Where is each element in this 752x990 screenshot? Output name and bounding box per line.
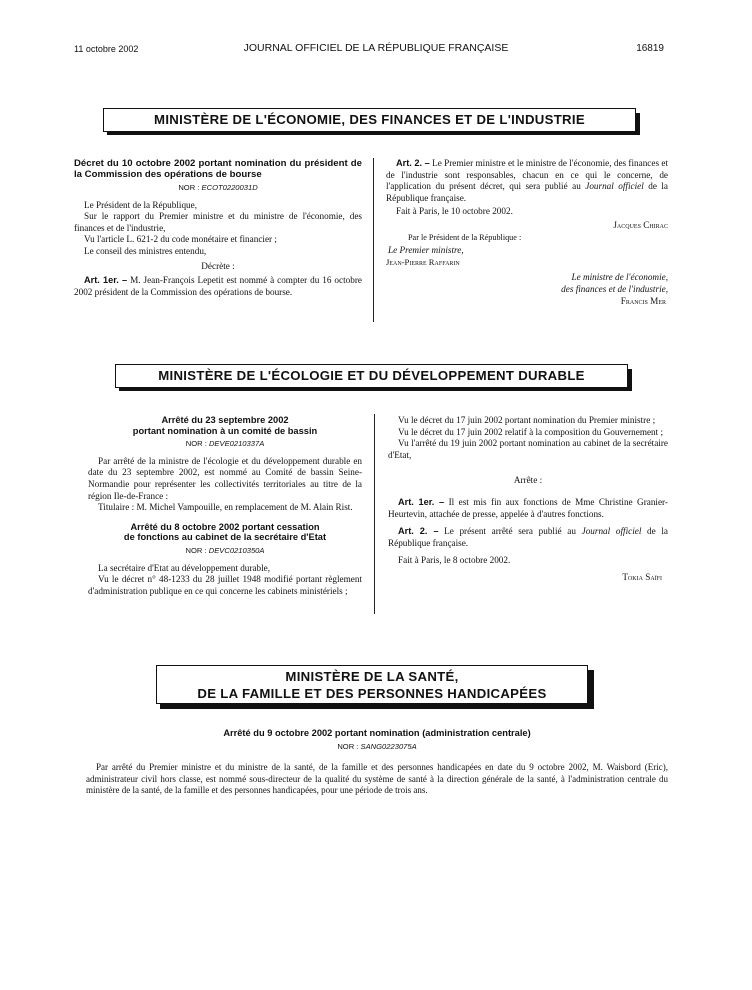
signature-ministre: Francis Mer [620, 295, 666, 306]
ministry-economie-box [103, 108, 636, 132]
decret-article-1: Art. 1er. – M. Jean-François Lepetit est nommé à compter du 16 octobre 2002 président de la Commission des opérations de bourse. [74, 275, 362, 297]
decret-para: Le conseil des ministres entendu, [84, 245, 207, 256]
ministry-economie-title: MINISTÈRE DE L'ÉCONOMIE, DES FINANCES ET DE L'INDUSTRIE [154, 112, 585, 127]
column-divider [374, 414, 375, 614]
arrete2-para: Vu le décret n° 48-1233 du 28 juillet 1948 modifié portant règlement d'administration publique en ce qui concerne les cabinets ministériels ; [88, 574, 362, 596]
arrete2-fait: Fait à Paris, le 8 octobre 2002. [398, 555, 511, 566]
ecologie-right-column [388, 415, 668, 584]
sante-arrete-para: Par arrêté du Premier ministre et du ministre de la santé, de la famille et des personnes handicapées en date du 9 octobre 2002, M. Waisbord (Eric), administrateur civil hors classe, est nommé sous-directeur de la qualité du système de santé à la direction générale de la santé, à l'administration centrale du ministère de la santé, de la famille et des personnes handicapées, pour une période de trois ans. [86, 762, 668, 795]
signature-premier-ministre: Jean-Pierre Raffarin [386, 256, 460, 267]
arrete2-article-2: Art. 2. – Le présent arrêté sera publié au Journal officiel de la République française. [388, 526, 669, 548]
signature-president: Jacques Chirac [613, 219, 668, 230]
ecologie-left-column [88, 415, 362, 597]
ministry-sante-title-line1: MINISTÈRE DE LA SANTÉ, [285, 669, 459, 684]
arrete-label: Arrête : [513, 475, 543, 486]
minister-title-line2: des finances et de l'industrie, [561, 283, 668, 294]
arrete2-para: La secrétaire d'Etat au développement durable, [98, 562, 271, 573]
decret-right-column [386, 158, 668, 307]
ministry-sante-title-line2: DE LA FAMILLE ET DES PERSONNES HANDICAPÉES [197, 686, 547, 701]
decret-para: Le Président de la République, [84, 199, 198, 210]
header-title: JOURNAL OFFICIEL DE LA RÉPUBLIQUE FRANÇAISE [243, 42, 509, 54]
decret-left-column [74, 158, 362, 298]
sante-arrete-nor: NOR : SANG0223075A [337, 741, 417, 751]
minister-title-line1: Le ministre de l'économie, [571, 272, 668, 283]
pm-title: Le Premier ministre, [388, 245, 464, 256]
arrete2-para: Vu l'arrêté du 19 juin 2002 portant nomination au cabinet de la secrétaire d'Etat, [388, 438, 668, 460]
ministry-sante-box [156, 665, 588, 704]
arrete2-nor: NOR : DEVC0210350A [185, 545, 265, 555]
arrete2-para: Vu le décret du 17 juin 2002 relatif à la composition du Gouvernement ; [398, 426, 664, 437]
signature-secretaire-etat: Tokia Saïfi [622, 571, 662, 582]
sante-arrete-title: Arrêté du 9 octobre 2002 portant nomination (administration centrale) [223, 728, 531, 738]
decrete-label: Décrète : [201, 260, 235, 271]
decret-nor: NOR : ECOT0220031D [178, 183, 258, 192]
arrete1-title-line2: portant nomination à un comité de bassin [132, 425, 318, 436]
decret-para: Sur le rapport du Premier ministre et du ministre de l'économie, des finances et de l'industrie, [74, 211, 362, 233]
header-date: 11 octobre 2002 [74, 44, 139, 54]
ministry-ecologie-box [115, 364, 628, 388]
arrete2-para: Vu le décret du 17 juin 2002 portant nomination du Premier ministre ; [398, 415, 656, 425]
header-page-number: 16819 [636, 43, 664, 54]
arrete2-article-1: Art. 1er. – Il est mis fin aux fonctions de Mme Christine Granier-Heurtevin, attachée de presse, appelée à d'autres fonctions. [388, 496, 668, 519]
sante-arrete [86, 728, 668, 796]
decret-title: Décret du 10 octobre 2002 portant nomination du président de la Commission des opérations de bourse [74, 158, 362, 180]
arrete1-para: Titulaire : M. Michel Vampouille, en remplacement de M. Alain Rist. [98, 502, 353, 513]
arrete2-title-line1: Arrêté du 8 octobre 2002 portant cessation [130, 521, 320, 532]
column-divider [373, 158, 374, 322]
decret-para: Vu l'article L. 621-2 du code monétaire et financier ; [84, 234, 277, 245]
arrete1-title-line1: Arrêté du 23 septembre 2002 [161, 415, 289, 425]
par-le-president: Par le Président de la République : [408, 232, 522, 242]
arrete1-nor: NOR : DEVE0210337A [185, 439, 265, 449]
arrete1-para: Par arrêté de la ministre de l'écologie et du développement durable en date du 23 septembre 2002, est nommé au Comité de bassin Seine-Normandie pour représenter les collectivités territoriales au titre de la région Ile-de-France : [88, 455, 362, 501]
decret-fait: Fait à Paris, le 10 octobre 2002. [396, 206, 513, 217]
arrete2-title-line2: de fonctions au cabinet de la secrétaire d'Etat [123, 532, 327, 543]
ministry-ecologie-title: MINISTÈRE DE L'ÉCOLOGIE ET DU DÉVELOPPEMENT DURABLE [158, 368, 585, 383]
decret-article-2: Art. 2. – Le Premier ministre et le ministre de l'économie, des finances et de l'industrie sont responsables, chacun en ce qui le concerne, de l'application du présent décret, qui sera publié au Journal officiel de la République française. [386, 158, 668, 203]
